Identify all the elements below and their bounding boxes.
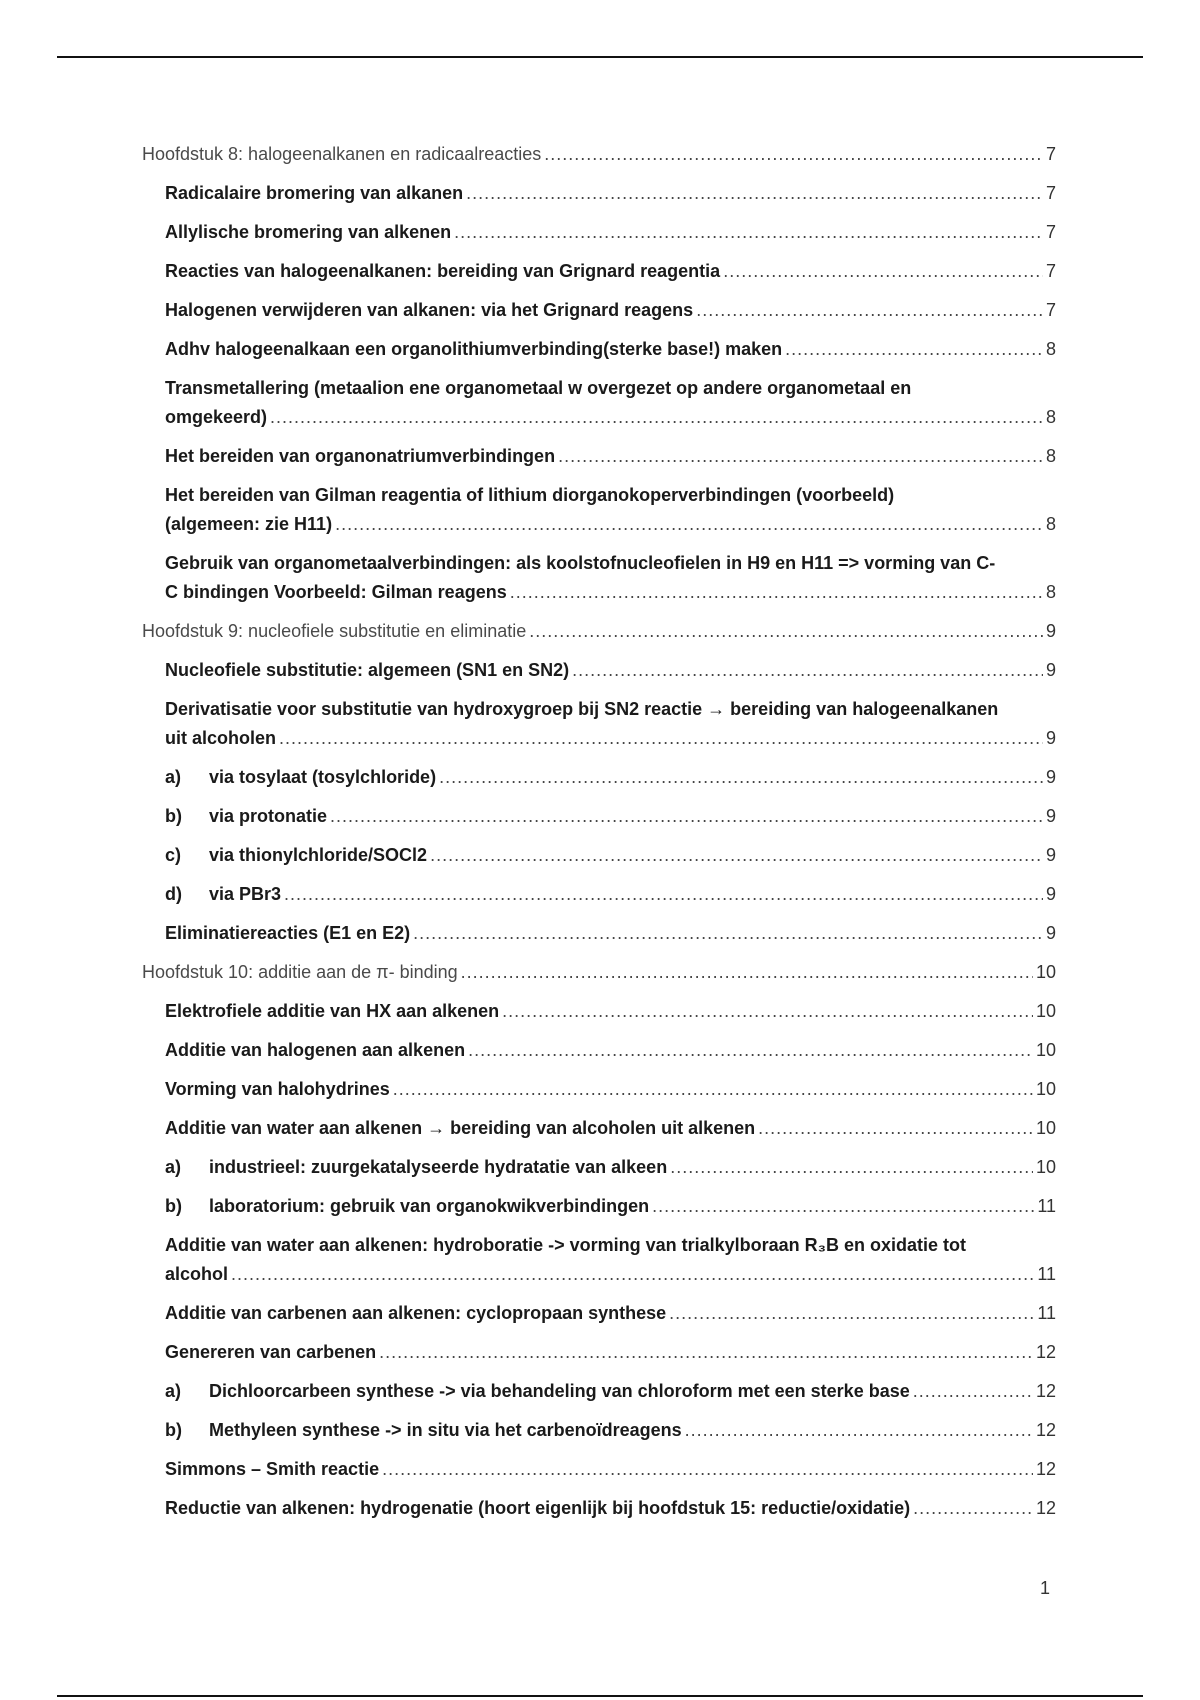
- dot-leader: [284, 880, 1043, 909]
- dot-leader: [529, 617, 1043, 646]
- toc-section-entry[interactable]: [142, 296, 1056, 325]
- dot-leader: [430, 841, 1043, 870]
- toc-entry-title-line1: Derivatisatie voor substitutie van hydroxygroep bij SN2 reactie → bereiding van halogeenalkanen: [165, 699, 999, 719]
- toc-section-entry[interactable]: [142, 1192, 1056, 1221]
- dot-leader: [379, 1338, 1033, 1367]
- toc-entry-title: (algemeen: zie H11): [165, 514, 333, 534]
- dot-leader: [652, 1192, 1034, 1221]
- dot-leader: [723, 257, 1043, 286]
- toc-section-entry[interactable]: [142, 257, 1056, 286]
- toc-entry-title: Genereren van carbenen: [165, 1342, 377, 1362]
- toc-section-entry[interactable]: [142, 1338, 1056, 1367]
- toc-entry-page: 11: [1037, 1264, 1056, 1284]
- toc-entry-page: 9: [1045, 767, 1056, 787]
- dot-leader: [558, 442, 1043, 471]
- toc-entry-letter: b): [165, 806, 182, 826]
- toc-chapter-entry[interactable]: [142, 617, 1056, 646]
- toc-entry-title: uit alcoholen: [165, 728, 277, 748]
- toc-entry-title: Additie van water aan alkenen → bereiding van alcoholen uit alkenen: [165, 1118, 756, 1138]
- dot-leader: [510, 578, 1043, 607]
- toc-entry-page: 7: [1045, 183, 1056, 203]
- toc-entry-title: Additie van halogenen aan alkenen: [165, 1040, 466, 1060]
- toc-entry-title: via thionylchloride/SOCl2: [209, 845, 428, 865]
- toc-entry-page: 7: [1045, 144, 1056, 164]
- toc-section-entry[interactable]: [142, 656, 1056, 685]
- dot-leader: [413, 919, 1043, 948]
- toc-entry-title: C bindingen Voorbeeld: Gilman reagens: [165, 582, 507, 602]
- toc-section-entry[interactable]: [142, 218, 1056, 247]
- toc-section-entry[interactable]: [142, 179, 1056, 208]
- dot-leader: [439, 763, 1043, 792]
- toc-entry-title: industrieel: zuurgekatalyseerde hydratatie van alkeen: [209, 1157, 668, 1177]
- dot-leader: [758, 1114, 1033, 1143]
- toc-entry-title: Additie van carbenen aan alkenen: cyclopropaan synthese: [165, 1303, 667, 1323]
- toc-section-entry[interactable]: [142, 1036, 1056, 1065]
- toc-section-entry[interactable]: [142, 1455, 1056, 1484]
- toc-entry-title: Eliminatiereacties (E1 en E2): [165, 923, 411, 943]
- toc-entry-title: Nucleofiele substitutie: algemeen (SN1 en SN2): [165, 660, 570, 680]
- toc-chapter-entry[interactable]: [142, 958, 1056, 987]
- dot-leader: [785, 335, 1043, 364]
- toc-entry-page: 11: [1037, 1196, 1056, 1216]
- toc-entry-page: 12: [1035, 1420, 1056, 1440]
- toc-entry-page: 7: [1045, 222, 1056, 242]
- toc-section-entry[interactable]: [142, 335, 1056, 364]
- toc-entry-title: omgekeerd): [165, 407, 268, 427]
- toc-entry-page: 8: [1045, 582, 1056, 602]
- dot-leader: [393, 1075, 1033, 1104]
- toc-section-entry[interactable]: [142, 1299, 1056, 1328]
- toc-entry-title: Simmons – Smith reactie: [165, 1459, 380, 1479]
- toc-entry-title: Reductie van alkenen: hydrogenatie (hoort eigenlijk bij hoofdstuk 15: reductie/oxidatie): [165, 1498, 911, 1518]
- toc-section-entry[interactable]: [142, 1231, 1056, 1289]
- toc-entry-page: 11: [1037, 1303, 1056, 1323]
- dot-leader: [669, 1299, 1034, 1328]
- toc-entry-page: 7: [1045, 300, 1056, 320]
- toc-entry-letter: a): [165, 767, 182, 787]
- toc-entry-page: 9: [1045, 845, 1056, 865]
- toc-section-entry[interactable]: [142, 481, 1056, 539]
- toc-entry-letter: b): [165, 1196, 182, 1216]
- toc-section-entry[interactable]: [142, 1114, 1056, 1143]
- dot-leader: [382, 1455, 1033, 1484]
- toc-section-entry[interactable]: [142, 442, 1056, 471]
- toc-entry-letter: c): [165, 845, 182, 865]
- toc-entry-title: Vorming van halohydrines: [165, 1079, 390, 1099]
- toc-entry-title-line1: Het bereiden van Gilman reagentia of lithium diorganokoperverbindingen (voorbeeld): [165, 485, 895, 505]
- toc-entry-title-line1: Additie van water aan alkenen: hydroboratie -> vorming van trialkylboraan R₃B en oxidatie tot: [165, 1235, 967, 1255]
- dot-leader: [330, 802, 1043, 831]
- page-number: 1: [1040, 1578, 1051, 1598]
- toc-section-entry[interactable]: [142, 1377, 1056, 1406]
- toc-entry-page: 9: [1045, 923, 1056, 943]
- toc-section-entry[interactable]: [142, 549, 1056, 607]
- toc-entry-page: 8: [1045, 514, 1056, 534]
- dot-leader: [270, 403, 1043, 432]
- toc-entry-page: 9: [1045, 884, 1056, 904]
- table-of-contents: [142, 140, 1056, 1533]
- toc-entry-page: 10: [1035, 962, 1056, 982]
- toc-entry-page: 7: [1045, 261, 1056, 281]
- toc-entry-page: 9: [1045, 806, 1056, 826]
- dot-leader: [544, 140, 1043, 169]
- toc-entry-title: via protonatie: [209, 806, 328, 826]
- toc-section-entry[interactable]: [142, 919, 1056, 948]
- dot-leader: [502, 997, 1033, 1026]
- toc-entry-page: 10: [1035, 1001, 1056, 1021]
- toc-section-entry[interactable]: [142, 880, 1056, 909]
- toc-section-entry[interactable]: [142, 802, 1056, 831]
- dot-leader: [913, 1494, 1033, 1523]
- dot-leader: [696, 296, 1043, 325]
- toc-entry-page: 10: [1035, 1079, 1056, 1099]
- dot-leader: [279, 724, 1043, 753]
- toc-section-entry[interactable]: [142, 1075, 1056, 1104]
- dot-leader: [572, 656, 1043, 685]
- toc-entry-letter: a): [165, 1157, 182, 1177]
- toc-entry-page: 9: [1045, 728, 1056, 748]
- toc-section-entry[interactable]: [142, 1153, 1056, 1182]
- toc-entry-letter: d): [165, 884, 182, 904]
- dot-leader: [466, 179, 1043, 208]
- toc-entry-title: Dichloorcarbeen synthese -> via behandeling van chloroform met een sterke base: [209, 1381, 910, 1401]
- toc-entry-page: 12: [1035, 1459, 1056, 1479]
- toc-section-entry[interactable]: [142, 1494, 1056, 1523]
- toc-entry-title: Radicalaire bromering van alkanen: [165, 183, 464, 203]
- toc-entry-title: Methyleen synthese -> in situ via het carbenoïdreagens: [209, 1420, 682, 1440]
- toc-section-entry[interactable]: [142, 841, 1056, 870]
- toc-section-entry[interactable]: [142, 997, 1056, 1026]
- dot-leader: [913, 1377, 1033, 1406]
- toc-entry-page: 8: [1045, 446, 1056, 466]
- toc-entry-page: 10: [1035, 1157, 1056, 1177]
- toc-entry-page: 8: [1045, 407, 1056, 427]
- dot-leader: [468, 1036, 1033, 1065]
- dot-leader: [231, 1260, 1034, 1289]
- toc-section-entry[interactable]: [142, 763, 1056, 792]
- toc-entry-title: Reacties van halogeenalkanen: bereiding van Grignard reagentia: [165, 261, 721, 281]
- dot-leader: [335, 510, 1043, 539]
- toc-entry-page: 10: [1035, 1040, 1056, 1060]
- dot-leader: [454, 218, 1043, 247]
- toc-section-entry[interactable]: [142, 695, 1056, 753]
- toc-chapter-entry[interactable]: [142, 140, 1056, 169]
- toc-entry-title: Elektrofiele additie van HX aan alkenen: [165, 1001, 500, 1021]
- toc-section-entry[interactable]: [142, 374, 1056, 432]
- toc-entry-page: 12: [1035, 1342, 1056, 1362]
- toc-entry-title: via PBr3: [209, 884, 282, 904]
- toc-entry-title: Adhv halogeenalkaan een organolithiumverbinding(sterke base!) maken: [165, 339, 783, 359]
- footer-rule: [57, 1695, 1143, 1697]
- toc-entry-title: Allylische bromering van alkenen: [165, 222, 452, 242]
- toc-entry-title: Hoofdstuk 10: additie aan de π- binding: [142, 962, 458, 982]
- dot-leader: [685, 1416, 1033, 1445]
- toc-entry-letter: a): [165, 1381, 182, 1401]
- toc-entry-letter: b): [165, 1420, 182, 1440]
- toc-entry-page: 9: [1045, 621, 1056, 641]
- header-rule: [57, 56, 1143, 58]
- toc-entry-page: 9: [1045, 660, 1056, 680]
- dot-leader: [461, 958, 1033, 987]
- toc-entry-title-line1: Gebruik van organometaalverbindingen: als koolstofnucleofielen in H9 en H11 => vorming van C-: [165, 553, 996, 573]
- toc-entry-title: Hoofdstuk 8: halogeenalkanen en radicaalreacties: [142, 144, 542, 164]
- toc-entry-title: alcohol: [165, 1264, 229, 1284]
- toc-entry-page: 12: [1035, 1381, 1056, 1401]
- toc-entry-title: Halogenen verwijderen van alkanen: via het Grignard reagens: [165, 300, 694, 320]
- toc-entry-title: Hoofdstuk 9: nucleofiele substitutie en eliminatie: [142, 621, 527, 641]
- toc-entry-title: via tosylaat (tosylchloride): [209, 767, 437, 787]
- toc-entry-title-line1: Transmetallering (metaalion ene organometaal w overgezet op andere organometaal en: [165, 378, 912, 398]
- toc-entry-title: Het bereiden van organonatriumverbindingen: [165, 446, 556, 466]
- toc-entry-title: laboratorium: gebruik van organokwikverbindingen: [209, 1196, 650, 1216]
- toc-entry-page: 8: [1045, 339, 1056, 359]
- dot-leader: [670, 1153, 1033, 1182]
- toc-entry-page: 12: [1035, 1498, 1056, 1518]
- toc-section-entry[interactable]: [142, 1416, 1056, 1445]
- toc-entry-page: 10: [1035, 1118, 1056, 1138]
